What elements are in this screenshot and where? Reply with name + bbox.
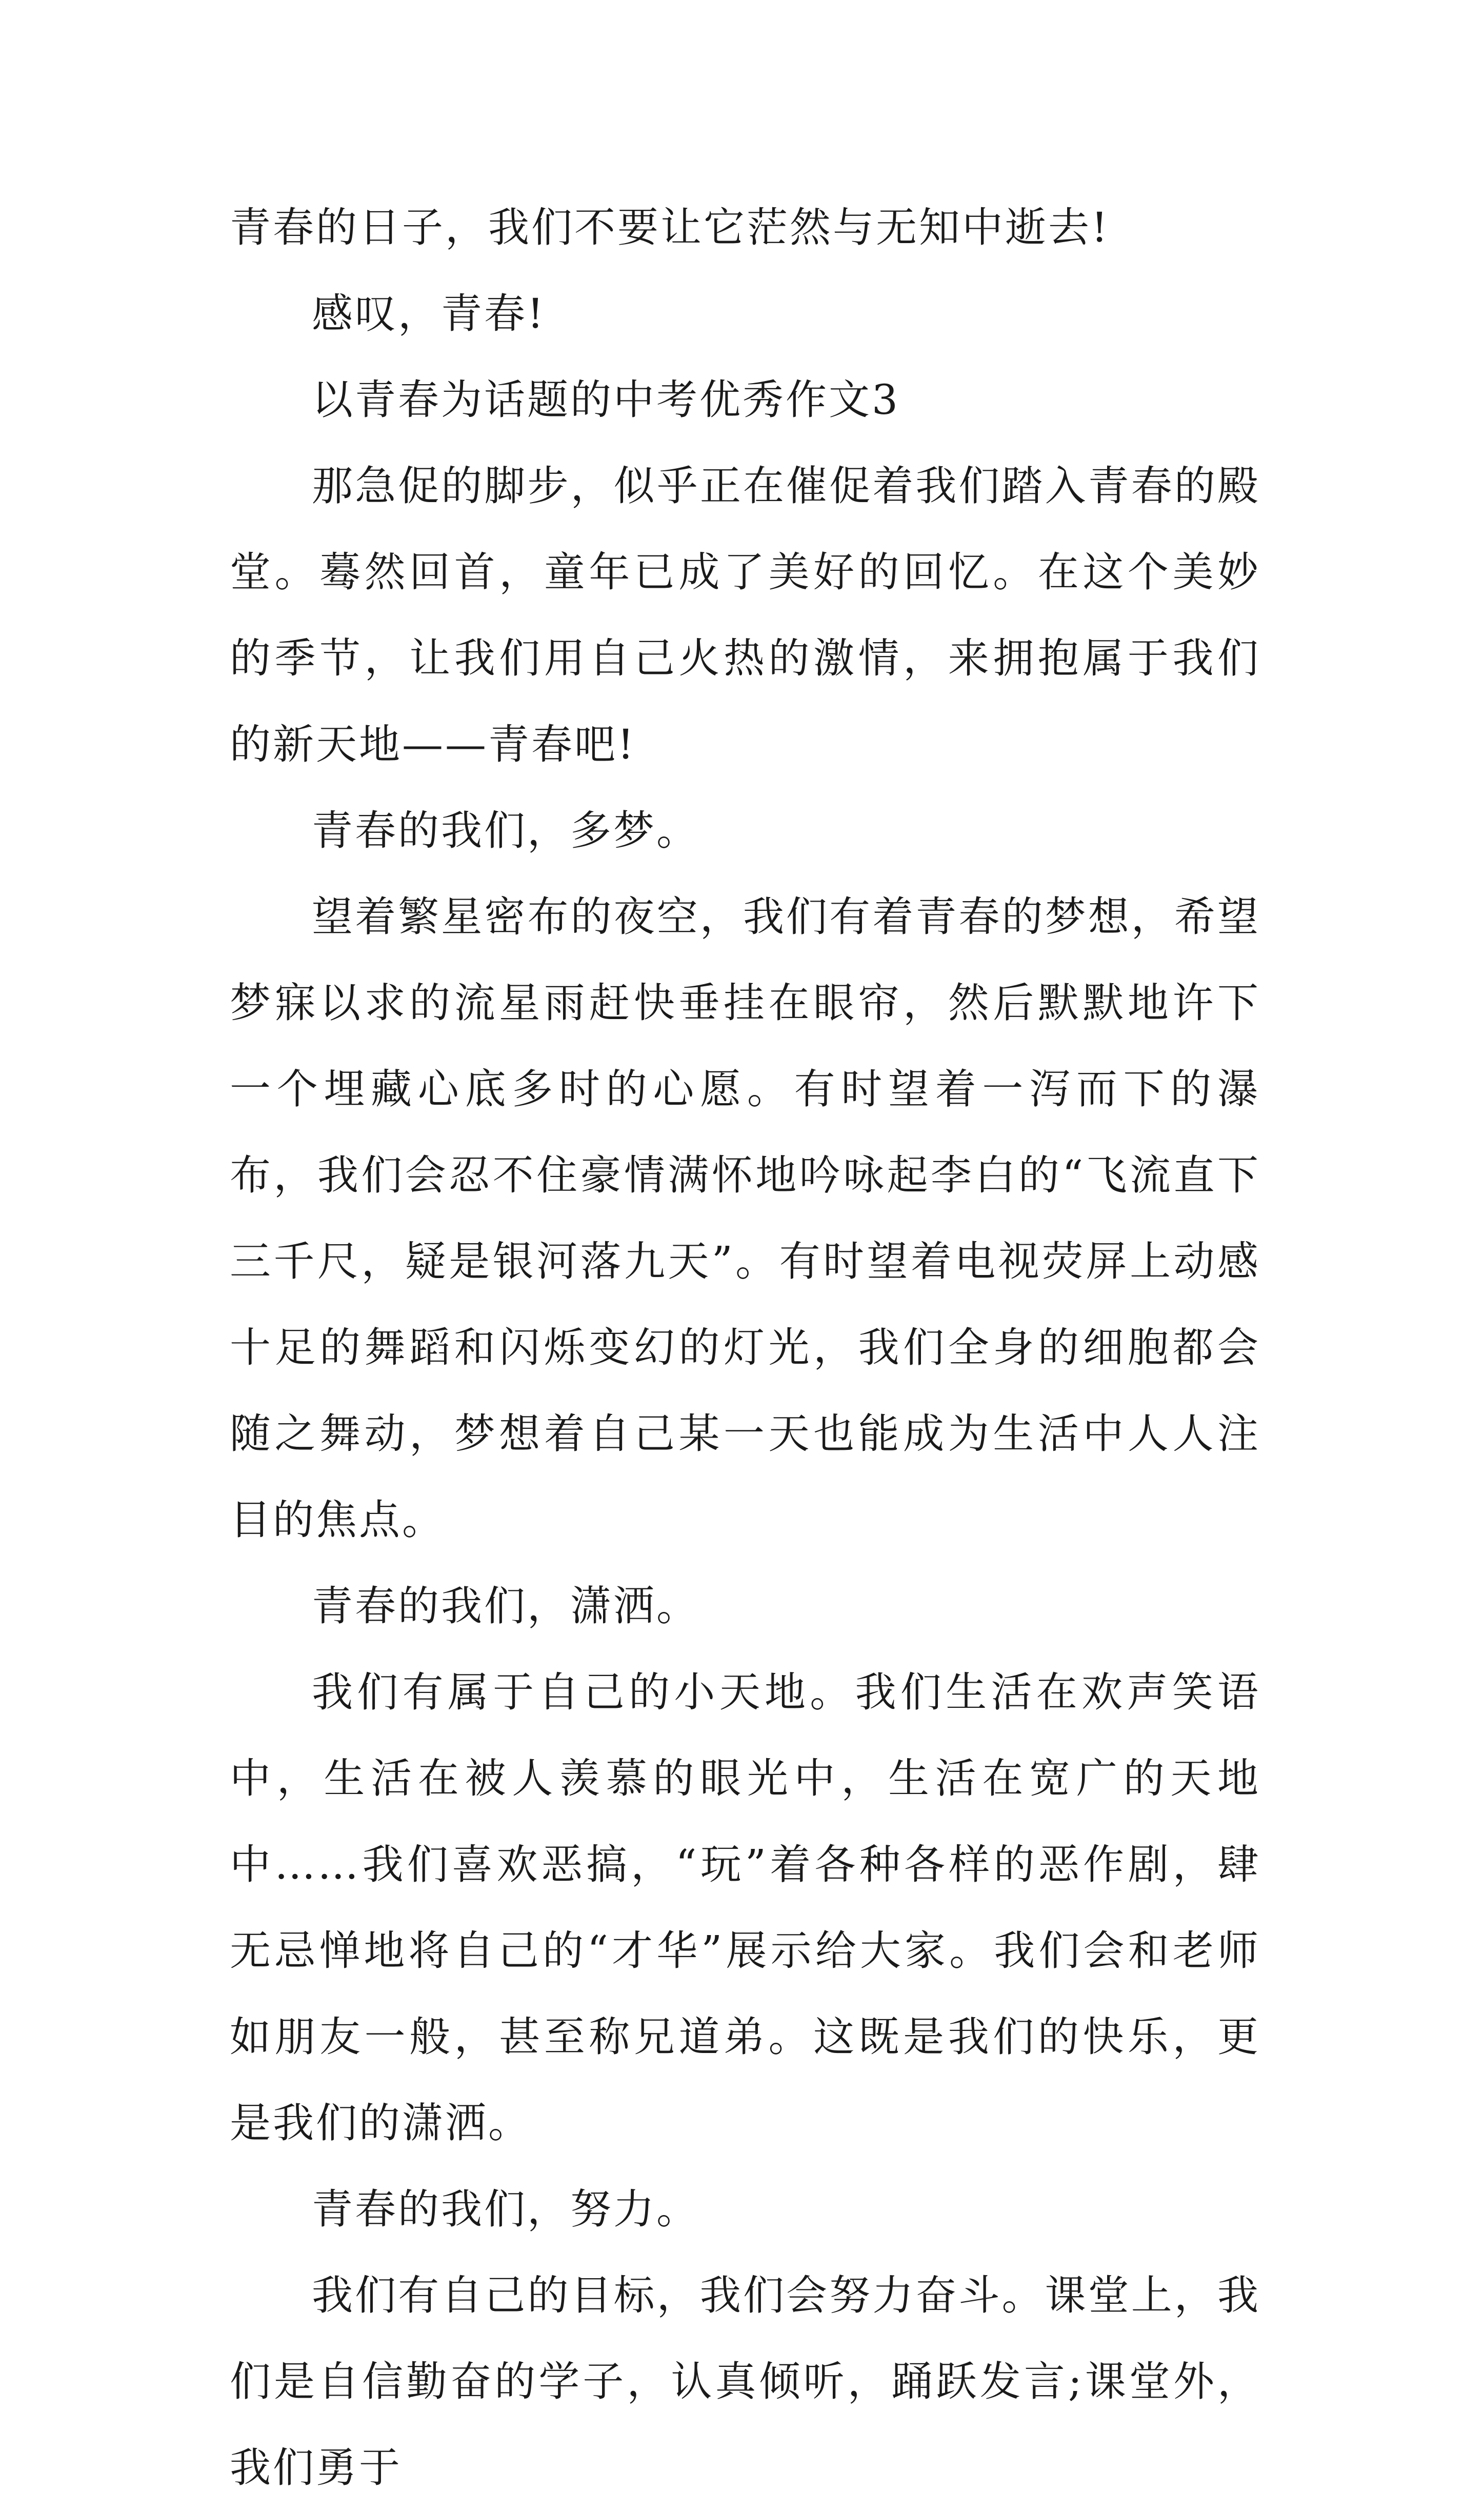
paragraph: 我们有属于自己的小天地。我们生活在欢声笑语中，生活在被人羡慕的眼光中，生活在宽广的天地中……我们喜欢恶搞，“玩”着各种各样的恶作剧，肆无忌惮地将自己的“才华”展示给大家。我们会和老师如朋友一般，甚至称兄道弟。这既是我们的快乐，更是我们的潇洒。: [230, 1668, 1260, 2147]
paragraph: 我们有自己的目标，我们会努力奋斗。课堂上，我们是自信勤奋的学子，认真倾听，踊跃发言;课堂外，我们勇于: [230, 2271, 1260, 2492]
paragraph: 青春的日子，我们不要让它茫然与无知中逝去!: [230, 204, 1110, 251]
essay-title: 以青春为话题的中考优秀作文3: [312, 376, 900, 424]
paragraph: 青春的我们，努力。: [312, 2185, 699, 2233]
paragraph: 青春的我们，潇洒。: [312, 1582, 699, 1630]
paragraph: 望着繁星密布的夜空，我们有着青春的梦想，希望梦寐以求的流星雨赶快垂挂在眼帘，然后默默地许下一个埋藏心底多时的心愿。有时望着一泻而下的瀑布，我们会忍不住豪情满怀地吟咏起李白的“飞流直下三千尺，疑是银河落九天”。有时望着电视荧屏上动感十足的舞蹈和闪烁变幻的灯光，我们全身的细胞都会随之舞动，梦想着自己某一天也能成为生活中人人注目的焦点。: [230, 893, 1260, 1544]
paragraph: 青春的我们，多梦。: [312, 807, 699, 854]
paragraph: 感叹，青春!: [312, 290, 546, 337]
essay-body: [230, 185, 1260, 2511]
paragraph: 那急促的脚步，似乎正在催促着我们踏入青春的殿堂。蓦然回首，童年已成了美好的回忆。在这个美妙的季节，让我们用自己火热的激情，来拥抱属于我们的新天地——青春吧!: [230, 462, 1260, 768]
